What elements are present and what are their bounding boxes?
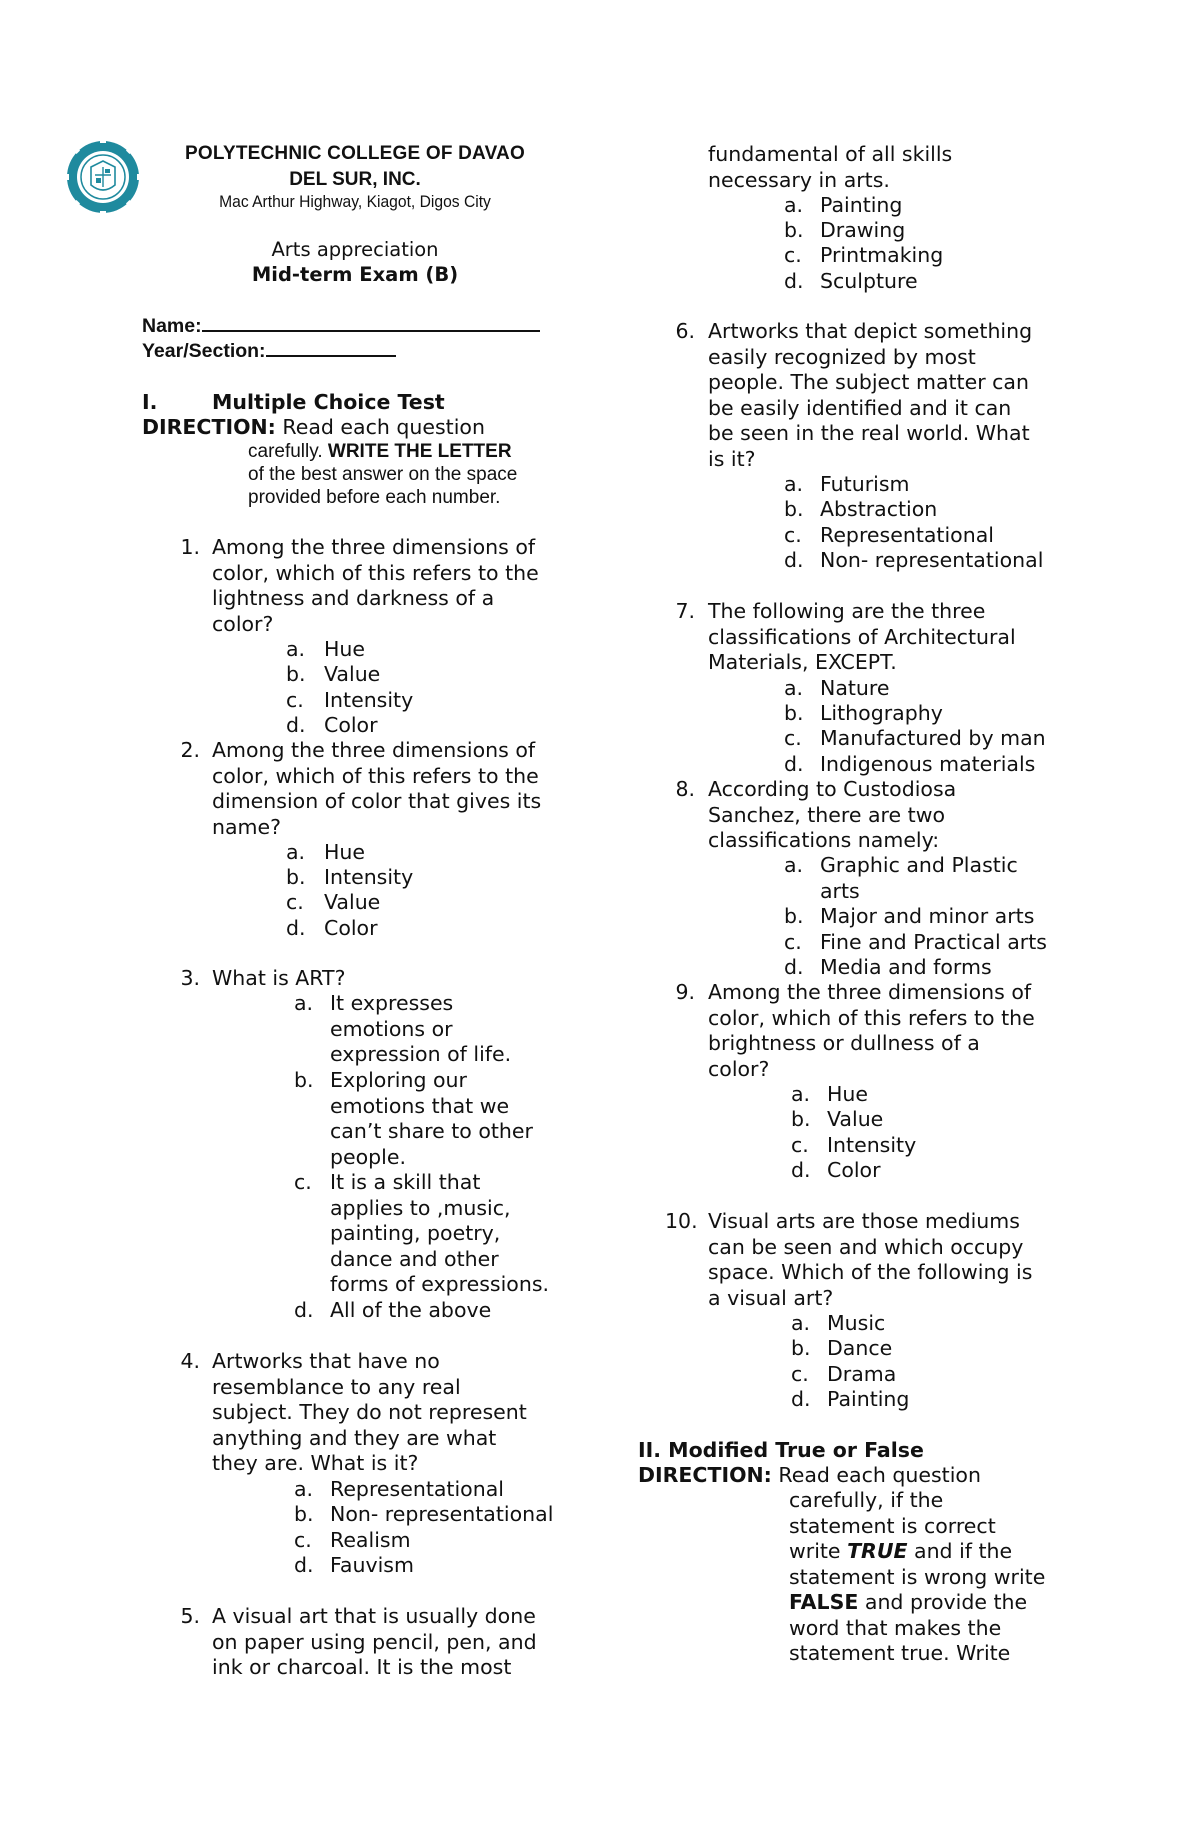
- question-text: Among the three dimensions of color, which of this refers to the brightness or dullness of a color?: [708, 980, 1035, 1081]
- part2-direction: DIRECTION: Read each question: [638, 1463, 981, 1487]
- question-5-continued: fundamental of all skills necessary in arts.: [708, 142, 953, 192]
- question-text: What is ART?: [212, 966, 346, 990]
- part1-title: Multiple Choice Test: [212, 390, 445, 414]
- question-text: According to Custodiosa Sanchez, there are two classifications namely:: [708, 777, 957, 852]
- question-text: The following are the three classifications of Architectural Materials, EXCEPT.: [708, 599, 1016, 674]
- year-section-label: Year/Section:: [142, 340, 266, 362]
- school-name-line1: POLYTECHNIC COLLEGE OF DAVAO: [185, 143, 525, 164]
- school-name-line2: DEL SUR, INC.: [289, 169, 421, 190]
- question-text: Among the three dimensions of color, which of this refers to the lightness and darkness of a color?: [212, 535, 539, 636]
- part2-direction-cont: carefully, if the statement is correct write TRUE and if the statement is wrong write FALSE and provide the word that makes the statement true. Write: [789, 1488, 1046, 1665]
- question-number: 6.: [675, 319, 695, 343]
- exam-title: Mid-term Exam (B): [251, 263, 459, 286]
- part1-number: I.: [142, 390, 158, 414]
- subject-title: Arts appreciation: [271, 238, 439, 261]
- name-label: Name:: [142, 315, 202, 337]
- question-number: 3.: [180, 966, 200, 990]
- year-section-field[interactable]: [142, 338, 396, 363]
- question-number: 10.: [665, 1209, 698, 1233]
- name-blank-line[interactable]: [202, 313, 540, 332]
- question-number: 5.: [180, 1604, 200, 1628]
- question-number: 7.: [675, 599, 695, 623]
- question-text: Artworks that have no resemblance to any real subject. They do not represent anything and they are what they are. What is it?: [212, 1349, 527, 1475]
- question-text: Artworks that depict something easily recognized by most people. The subject matter can be easily identified and it can be seen in the real world. What is it?: [708, 319, 1033, 471]
- direction-label: DIRECTION:: [142, 415, 276, 439]
- part1-direction: DIRECTION: Read each question: [142, 415, 485, 439]
- part2-title: II. Modified True or False: [638, 1438, 924, 1462]
- school-address: Mac Arthur Highway, Kiagot, Digos City: [219, 192, 491, 211]
- question-number: 8.: [675, 777, 695, 801]
- question-text: Among the three dimensions of color, which of this refers to the dimension of color that gives its name?: [212, 738, 542, 839]
- direction-label: DIRECTION:: [638, 1463, 772, 1487]
- question-number: 9.: [675, 980, 695, 1004]
- year-section-blank-line[interactable]: [266, 338, 396, 357]
- question-text: A visual art that is usually done on paper using pencil, pen, and ink or charcoal. It is the most: [212, 1604, 537, 1679]
- part1-direction-cont: carefully. WRITE THE LETTER of the best answer on the space provided before each number.: [248, 441, 518, 508]
- school-seal-logo: [63, 137, 143, 217]
- question-number: 1.: [180, 535, 200, 559]
- question-text: Visual arts are those mediums can be seen and which occupy space. Which of the following is a visual art?: [708, 1209, 1033, 1310]
- question-number: 2.: [180, 738, 200, 762]
- question-number: 4.: [180, 1349, 200, 1373]
- name-field[interactable]: [142, 313, 540, 338]
